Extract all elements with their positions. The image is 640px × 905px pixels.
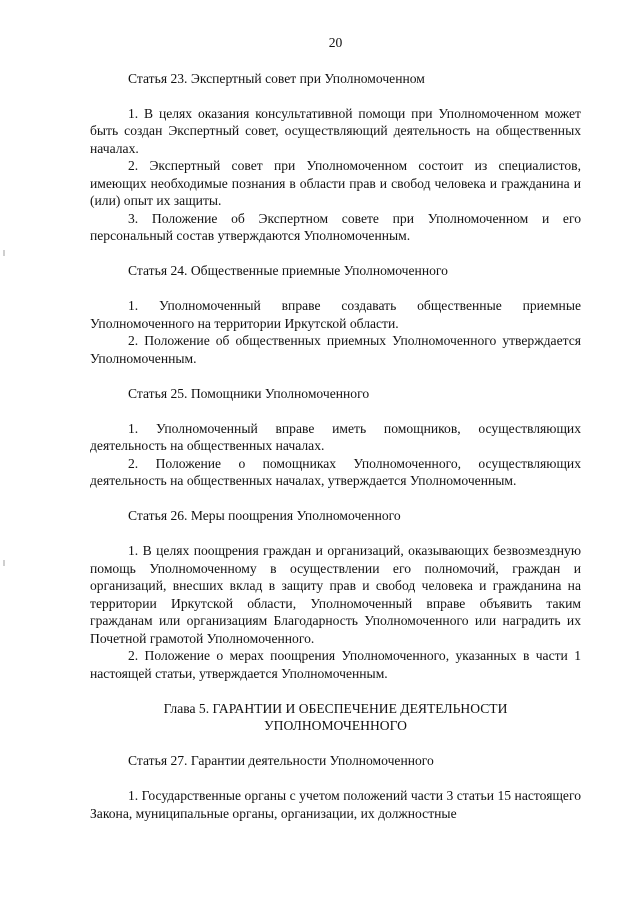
article-24 (90, 262, 581, 367)
article-title: Статья 27. Гарантии деятельности Уполномоченного (128, 753, 434, 768)
paragraph: 2. Положение об общественных приемных Уполномоченного утверждается Уполномоченным. (90, 333, 581, 366)
paragraph: 1. В целях оказания консультативной помощи при Уполномоченном может быть создан Экспертный совет, осуществляющий деятельность на общественных началах. (90, 105, 581, 156)
paragraph: 2. Экспертный совет при Уполномоченном состоит из специалистов, имеющих необходимые познания в области прав и свобод человека и гражданина и (или) опыт их защиты. (90, 158, 581, 208)
article-25 (90, 385, 581, 490)
paragraph: 1. Уполномоченный вправе создавать общественные приемные Уполномоченного на территории Иркутской области. (90, 298, 581, 331)
paragraph: 3. Положение об Экспертном совете при Уполномоченном и его персональный состав утверждаются Уполномоченным. (90, 210, 581, 243)
paragraph: 1. Уполномоченный вправе иметь помощников, осуществляющих деятельность на общественных началах. (90, 420, 581, 453)
chapter-5-heading (90, 700, 581, 735)
paragraph: 1. Государственные органы с учетом положений части 3 статьи 15 настоящего Закона, муниципальные органы, организации, их должностные (90, 788, 581, 821)
paragraph: 2. Положение о мерах поощрения Уполномоченного, указанных в части 1 настоящей статьи, утверждается Уполномоченным. (90, 648, 581, 681)
scan-edge-mark (3, 560, 5, 566)
scan-edge-mark (3, 250, 5, 256)
article-27 (90, 752, 581, 822)
chapter-title-line: УПОЛНОМОЧЕННОГО (264, 718, 407, 733)
article-23 (90, 70, 581, 245)
chapter-title-line: Глава 5. ГАРАНТИИ И ОБЕСПЕЧЕНИЕ ДЕЯТЕЛЬНОСТИ (163, 700, 508, 716)
article-title: Статья 23. Экспертный совет при Уполномоченном (128, 70, 425, 86)
article-26 (90, 507, 581, 682)
article-title: Статья 26. Меры поощрения Уполномоченного (128, 508, 401, 523)
page-number: 20 (328, 35, 343, 50)
article-title: Статья 25. Помощники Уполномоченного (128, 385, 370, 401)
paragraph: 2. Положение о помощниках Уполномоченного, осуществляющих деятельность на общественных началах, утверждается Уполномоченным. (90, 455, 581, 488)
paragraph: 1. В целях поощрения граждан и организаций, оказывающих безвозмездную помощь Уполномоченному в осуществлении его полномочий, граждан и организаций, внесших вклад в защиту прав и свобод человека и гражданина на территории Иркутской области, Уполномоченный вправе объявить таким гражданам или организациям Благодарность Уполномоченного или наградить их Почетной грамотой Уполномоченного. (90, 543, 581, 646)
document-page (90, 34, 581, 822)
article-title: Статья 24. Общественные приемные Уполномоченного (128, 263, 448, 278)
